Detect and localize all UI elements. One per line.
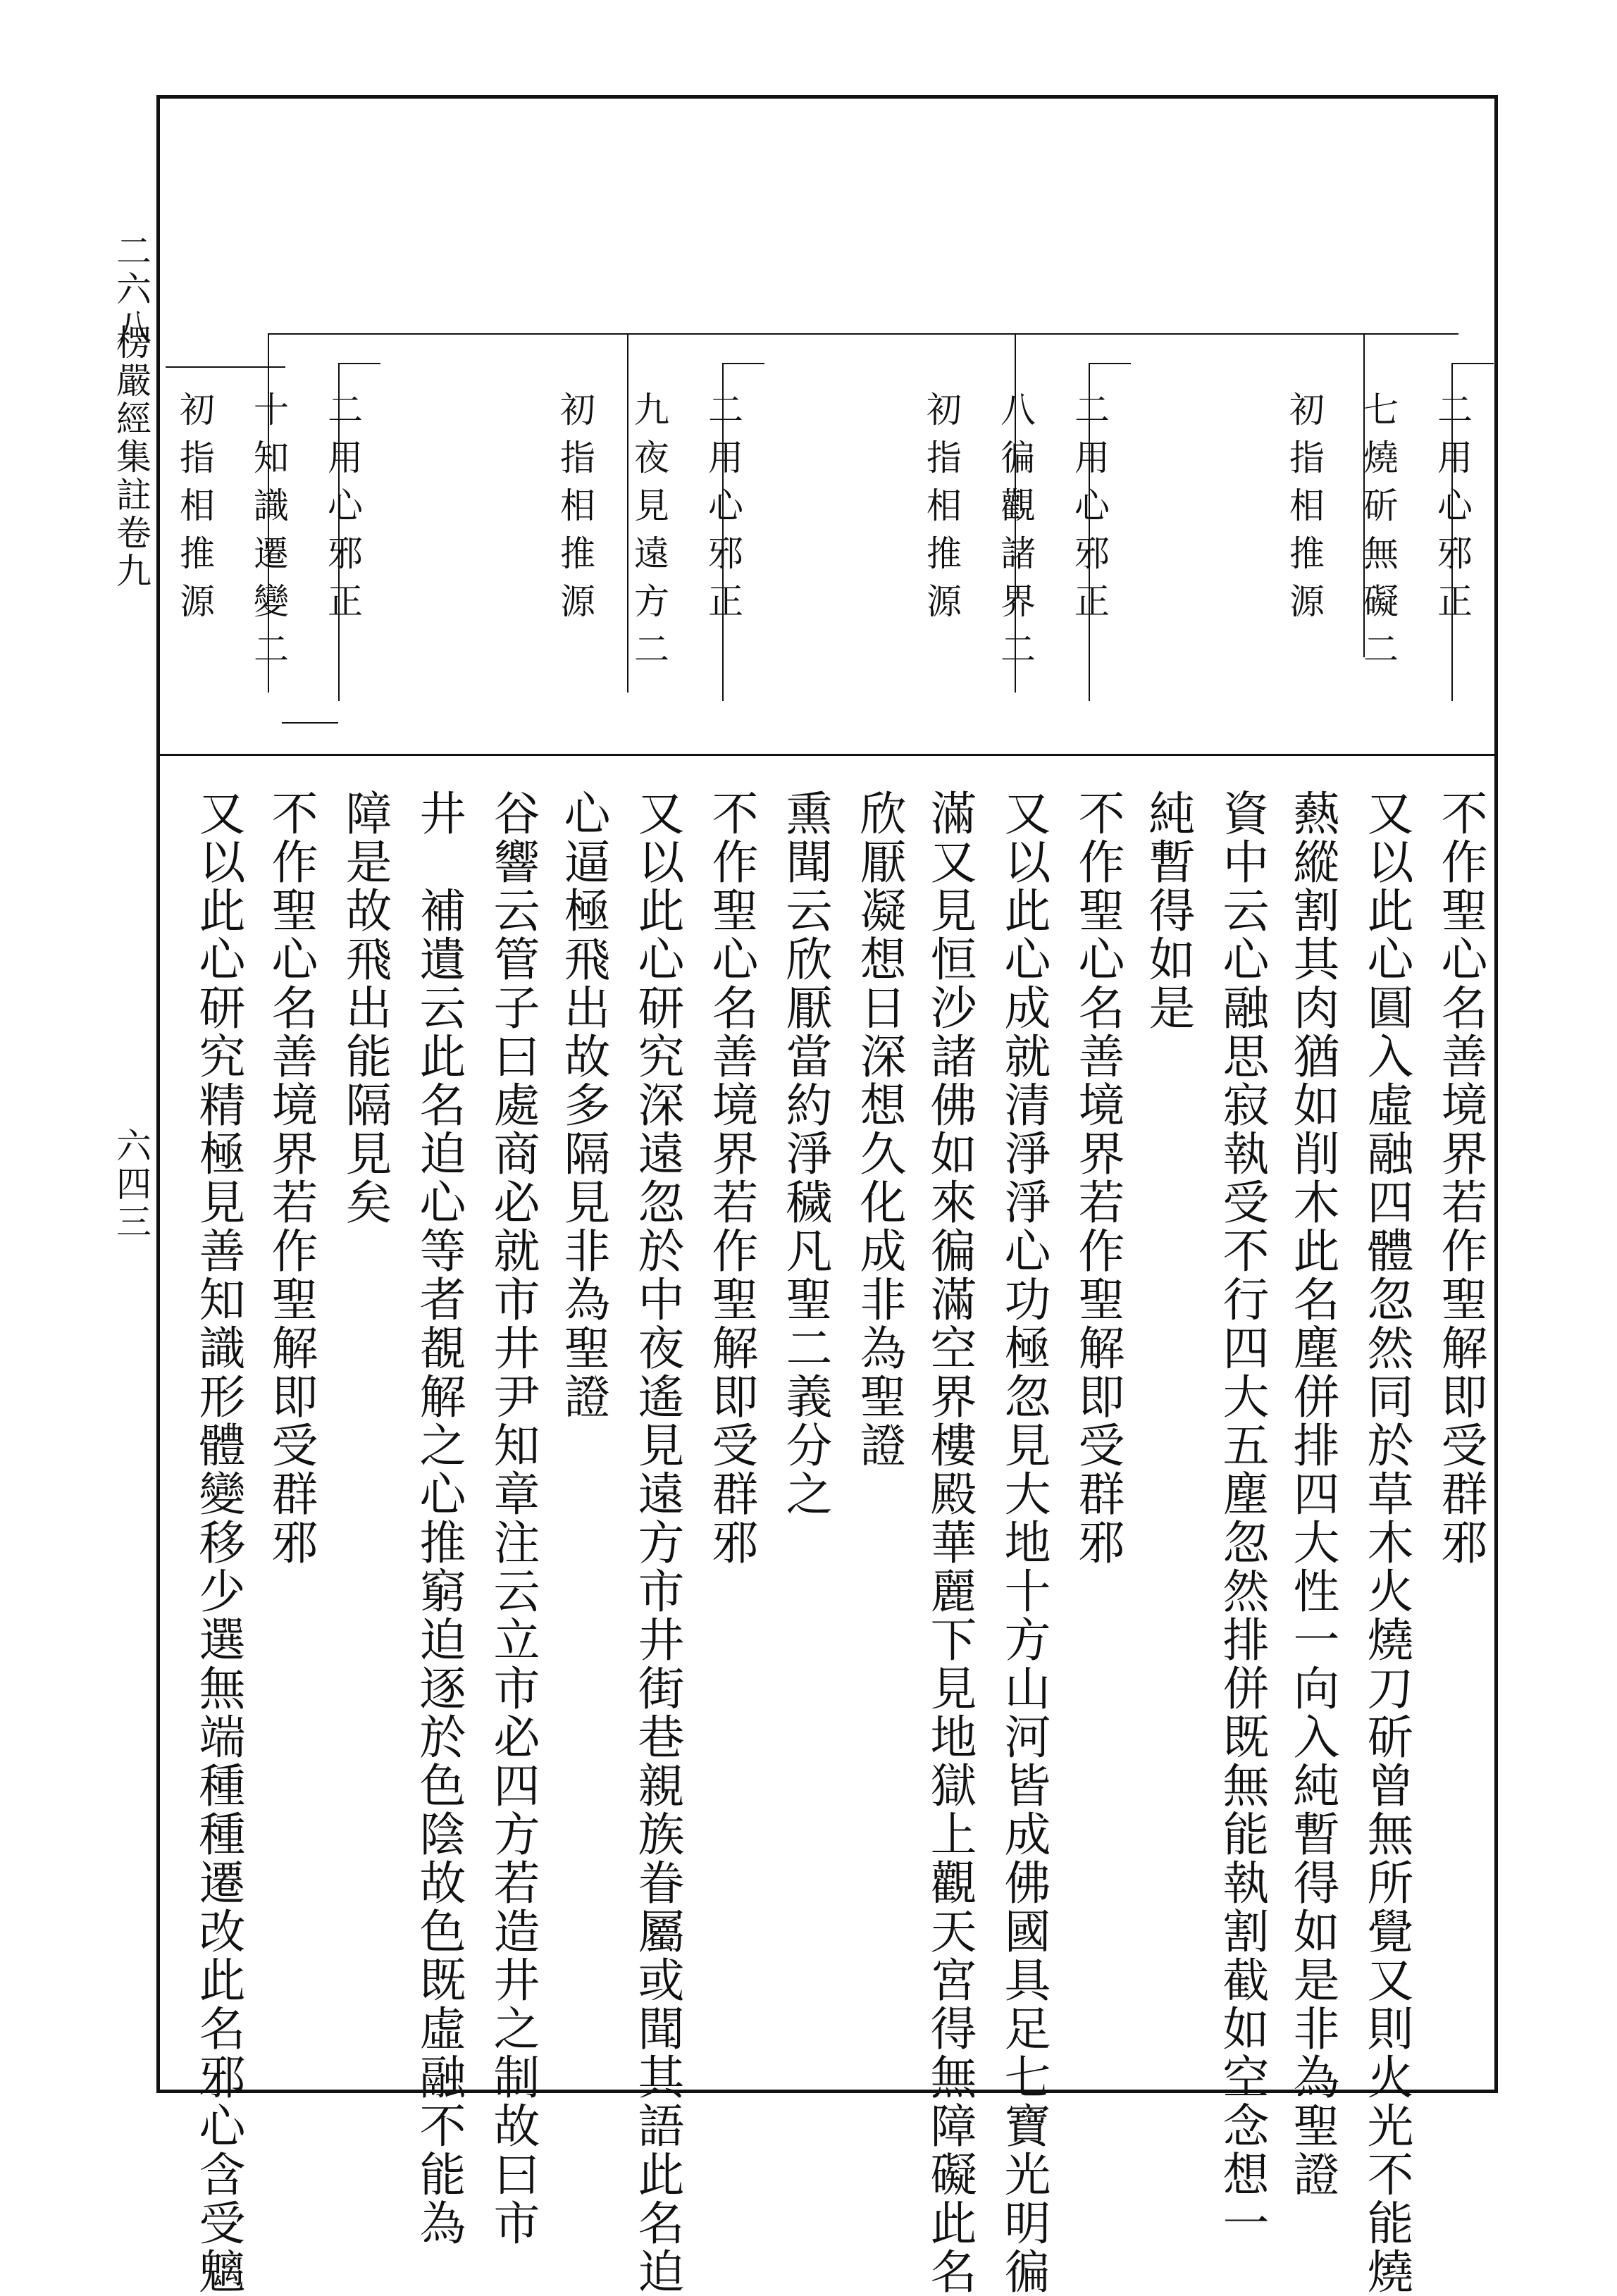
- text-column: 不作聖心名善境界若作聖解即受群邪: [1070, 789, 1125, 1567]
- text-column: 滿又見恒沙諸佛如來徧滿空界樓殿華麗下見地獄上觀天宮得無障礙此名: [922, 789, 977, 2296]
- outline-heading: 二用心邪正: [1432, 391, 1473, 631]
- text-column: 熏聞云欣厭當約淨穢凡聖二義分之: [778, 789, 832, 1518]
- text-column: 谷響云管子曰處商必就市井尹知章注云立市必四方若造井之制故曰市: [485, 789, 540, 2247]
- outline-bracket-top: [268, 333, 1458, 335]
- text-column: 不作聖心名善境界若作聖解即受群邪: [1433, 789, 1487, 1567]
- text-column: 不作聖心名善境界若作聖解即受群邪: [704, 789, 758, 1567]
- text-column: 又以此心研究精極見善知識形體變移少選無端種種遷改此名邪心含受魑: [191, 789, 245, 2296]
- outline-heading: 十知識遷變二: [248, 391, 289, 678]
- text-column: 爇縱割其肉猶如削木此名塵併排四大性一向入純暫得如是非為聖證: [1285, 789, 1339, 2199]
- text-column: 資中云心融思寂執受不行四大五塵忽然排併既無能執割截如空念想一: [1215, 789, 1269, 2247]
- text-column: 心逼極飛出故多隔見非為聖證: [556, 789, 610, 1421]
- text-column: 純暫得如是: [1141, 789, 1195, 1032]
- outline-bracket: [338, 363, 380, 364]
- outline-heading: 二用心邪正: [702, 391, 743, 631]
- outline-heading: 七燒斫無礙二: [1358, 391, 1399, 678]
- text-column: 障是故飛出能隔見矣: [337, 789, 392, 1227]
- text-column: 井 補遺云此名迫心等者覩解之心推窮迫逐於色陰故色既虛融不能為: [411, 789, 466, 2247]
- text-column: 又以此心成就清淨淨心功極忽見大地十方山河皆成佛國具足七寶光明徧: [996, 789, 1051, 2296]
- outline-bracket: [282, 722, 338, 724]
- text-column: 又以此心研究深遠忽於中夜遙見遠方市井街巷親族眷屬或聞其語此名迫: [630, 789, 684, 2296]
- outline-bracket: [1089, 363, 1131, 364]
- book-title: 楞嚴經集註卷九: [111, 324, 151, 590]
- outline-bracket: [722, 363, 764, 364]
- page-number-top: 二六八: [111, 232, 151, 347]
- text-column: 欣厭凝想日深想久化成非為聖證: [852, 789, 906, 1470]
- outline-heading: 九夜見遠方二: [628, 391, 669, 678]
- outline-bracket: [1451, 363, 1494, 364]
- outline-heading: 初指相推源: [1284, 391, 1325, 631]
- text-column: 不作聖心名善境界若作聖解即受群邪: [264, 789, 318, 1567]
- outline-heading: 八徧觀諸界二: [995, 391, 1036, 678]
- outline-heading: 初指相推源: [921, 391, 962, 631]
- page-number-bottom: 六四三: [111, 1127, 151, 1241]
- outline-heading: 初指相推源: [174, 391, 215, 631]
- text-column: 又以此心圓入虛融四體忽然同於草木火燒刀斫曾無所覺又則火光不能燒: [1359, 789, 1413, 2296]
- outline-heading: 初指相推源: [555, 391, 595, 631]
- section-divider: [160, 754, 1494, 756]
- outline-heading: 二用心邪正: [1069, 391, 1110, 631]
- outline-heading: 二用心邪正: [322, 391, 363, 631]
